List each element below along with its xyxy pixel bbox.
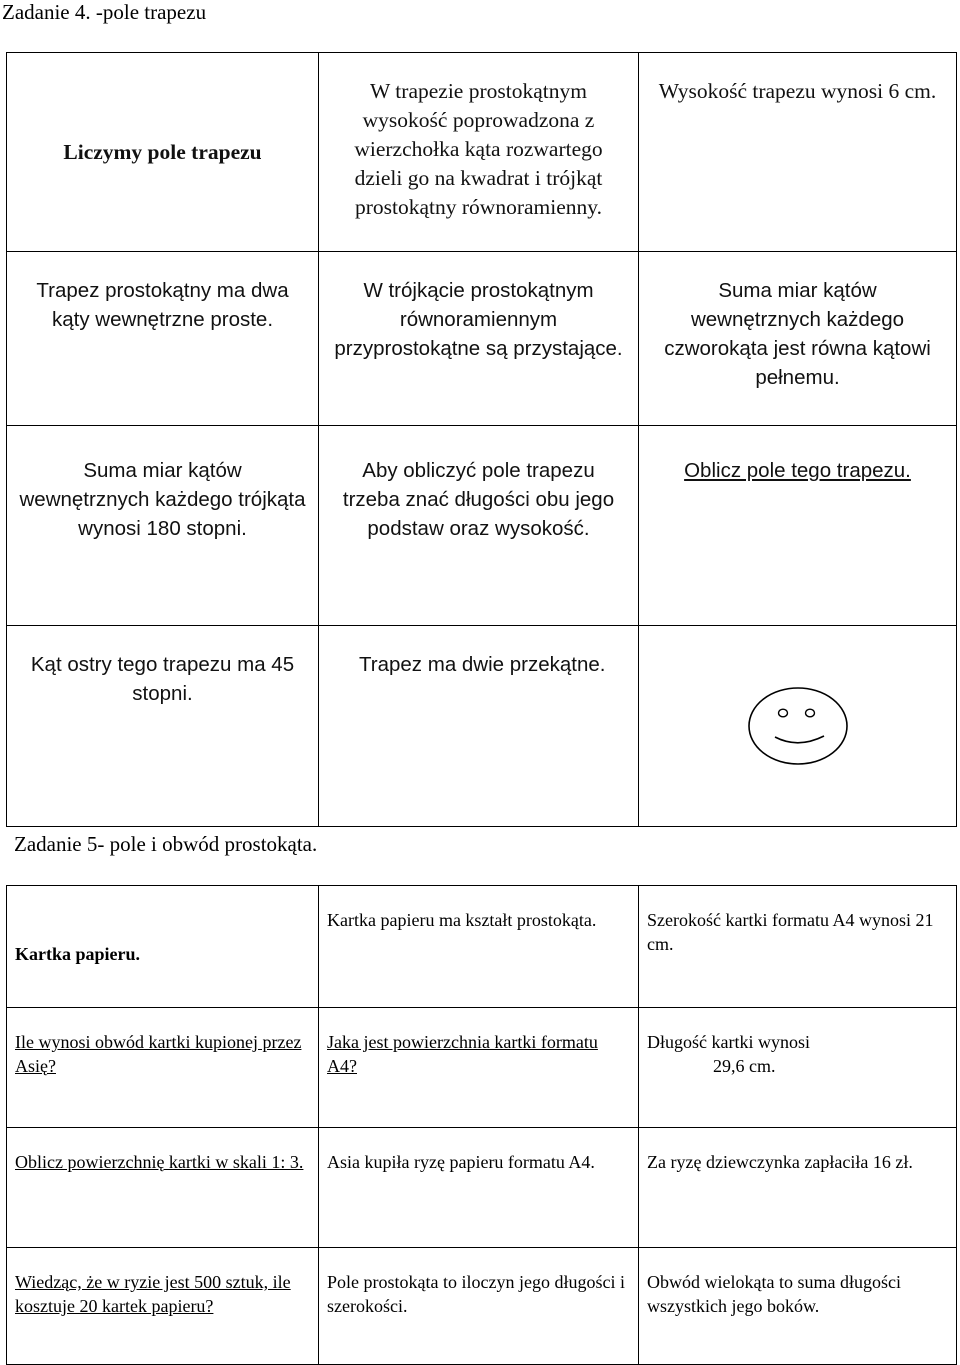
task4-card: Wysokość trapezu wynosi 6 cm. [639, 53, 957, 252]
task5-row-2 [7, 1008, 957, 1128]
task5-card: Długość kartki wynosi 29,6 cm. [639, 1008, 957, 1128]
task4-row-3 [7, 426, 957, 626]
task4-row-2 [7, 252, 957, 426]
task4-card: Trapez prostokątny ma dwa kąty wewnętrzne proste. [7, 252, 319, 426]
task4-heading: Zadanie 4. -pole trapezu [2, 0, 207, 24]
task4-card: Oblicz pole tego trapezu. [639, 426, 957, 626]
task4-card: Suma miar kątów wewnętrznych każdego trójkąta wynosi 180 stopni. [7, 426, 319, 626]
task5-card-grid [6, 885, 957, 1365]
task5-card: Za ryzę dziewczynka zapłaciła 16 zł. [639, 1128, 957, 1248]
task5-card: Ile wynosi obwód kartki kupionej przez Asię? [7, 1008, 319, 1128]
task5-card: Asia kupiła ryzę papieru formatu A4. [319, 1128, 639, 1248]
task5-card: Jaka jest powierzchnia kartki formatu A4? [319, 1008, 639, 1128]
smiley-face-icon [746, 685, 850, 767]
task5-card: Kartka papieru ma kształt prostokąta. [319, 886, 639, 1008]
task4-card: Suma miar kątów wewnętrznych każdego czworokąta jest równa kątowi pełnemu. [639, 252, 957, 426]
task4-card: Kąt ostry tego trapezu ma 45 stopni. [7, 626, 319, 827]
task4-card-grid [6, 52, 957, 827]
task5-card: Pole prostokąta to iloczyn jego długości i szerokości. [319, 1248, 639, 1365]
task5-card: Oblicz powierzchnię kartki w skali 1: 3. [7, 1128, 319, 1248]
task4-row-4 [7, 626, 957, 827]
task4-card-title: Liczymy pole trapezu [7, 53, 319, 252]
task5-card: Wiedząc, że w ryzie jest 500 sztuk, ile kosztuje 20 kartek papieru? [7, 1248, 319, 1365]
task5-card: Szerokość kartki formatu A4 wynosi 21 cm. [639, 886, 957, 1008]
task5-card: Obwód wielokąta to suma długości wszystkich jego boków. [639, 1248, 957, 1365]
task5-card-title: Kartka papieru. [7, 886, 319, 1008]
task5-row-4 [7, 1248, 957, 1365]
task4-row-1 [7, 53, 957, 252]
task4-card: Trapez ma dwie przekątne. [319, 626, 639, 827]
task4-card: Aby obliczyć pole trapezu trzeba znać długości obu jego podstaw oraz wysokość. [319, 426, 639, 626]
task4-card: W trójkącie prostokątnym równoramiennym przyprostokątne są przystające. [319, 252, 639, 426]
task4-card-smiley [639, 626, 957, 827]
task5-row-3 [7, 1128, 957, 1248]
task5-row-1 [7, 886, 957, 1008]
task5-heading: Zadanie 5- pole i obwód prostokąta. [14, 832, 318, 856]
task4-card: W trapezie prostokątnym wysokość poprowadzona z wierzchołka kąta rozwartego dzieli go na kwadrat i trójkąt prostokątny równoramienny. [319, 53, 639, 252]
